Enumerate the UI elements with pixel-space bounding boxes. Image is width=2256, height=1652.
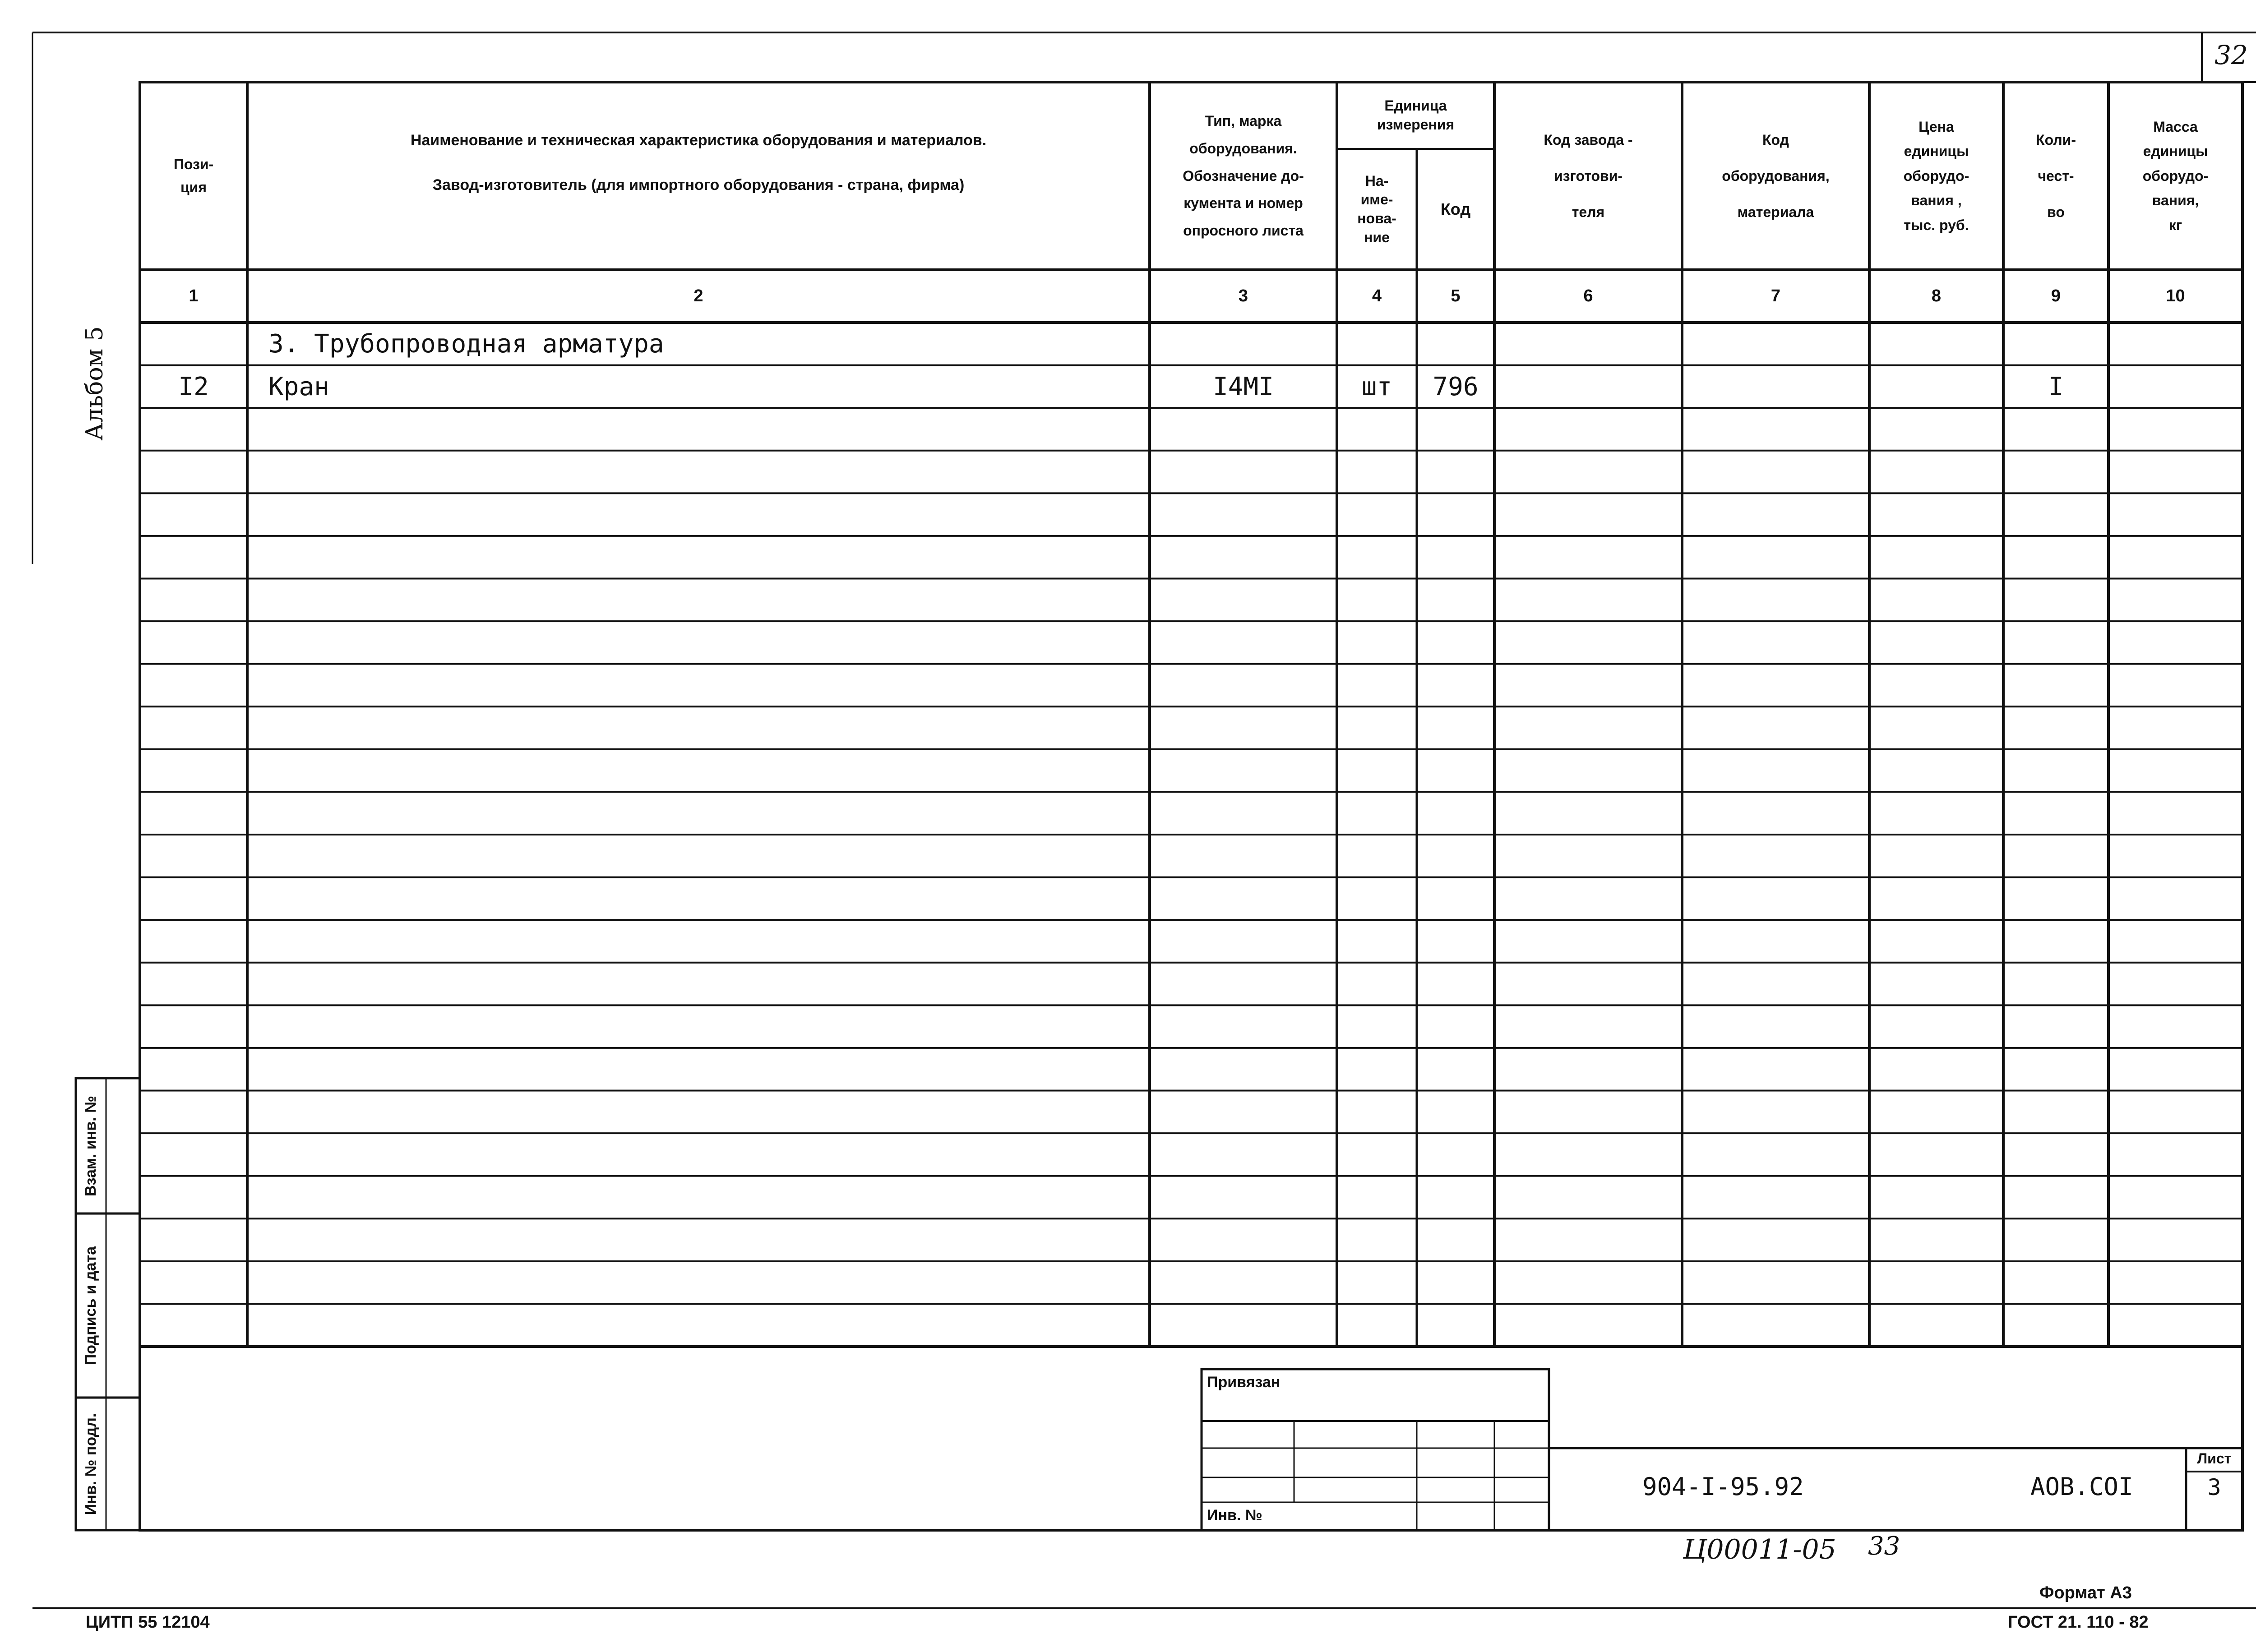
col9-header: Коли- чест- во — [2036, 132, 2076, 220]
col4-header: На- име- нова- ние — [1357, 172, 1396, 245]
row1-name: Кран — [268, 372, 329, 401]
col2-header-line1: Наименование и техническая характеристика оборудования и материалов. — [410, 132, 987, 149]
col10-header: Масса единицы оборудо- вания, кг — [2142, 119, 2209, 233]
list-number: 3 — [2207, 1474, 2221, 1500]
col3-num: 3 — [1238, 286, 1248, 305]
col10-num: 10 — [2166, 286, 2185, 305]
col1-num: 1 — [189, 286, 199, 305]
gost-label: ГОСТ 21. 110 - 82 — [2008, 1613, 2149, 1632]
col2-header — [247, 82, 1150, 270]
handwritten-code: Ц00011-05 — [1683, 1534, 1836, 1565]
col6-header: Код завода - изготови- теля — [1544, 132, 1633, 220]
col1-header: Пози- ция — [173, 156, 214, 195]
list-label: Лист — [2197, 1450, 2232, 1467]
col8-num: 8 — [1931, 286, 1942, 305]
inv-no-label: Инв. № — [1207, 1507, 1262, 1524]
col8-header: Цена единицы оборудо- вания , тыс. руб. — [1903, 119, 1969, 233]
podpis-label: Подпись и дата — [82, 1246, 99, 1365]
row1-qty: I — [2048, 372, 2064, 401]
row0-name: 3. Трубопроводная арматура — [268, 329, 664, 359]
podpis-wrap — [76, 1214, 106, 1398]
col4-num: 4 — [1372, 286, 1382, 305]
row1-pos: I2 — [178, 372, 209, 401]
album-label: Альбом 5 — [81, 326, 108, 441]
vzam-wrap — [76, 1078, 106, 1214]
col5-num: 5 — [1451, 286, 1461, 305]
inv-podl-label: Инв. № подл. — [82, 1413, 100, 1515]
row1-unit-code: 796 — [1433, 372, 1479, 401]
row1-unit-name: шт — [1361, 372, 1392, 401]
inv-podl-wrap — [76, 1398, 106, 1530]
col3-header: Тип, марка оборудования. Обозначение до- кумента и номер опросного листа — [1183, 113, 1304, 239]
col6-num: 6 — [1583, 286, 1593, 305]
col5-header: Код — [1440, 200, 1471, 219]
unit-group-header: Единица измерения — [1377, 97, 1455, 133]
doc-suffix: AOB.COI — [2030, 1472, 2133, 1501]
col7-header: Код оборудования, материала — [1722, 132, 1830, 220]
col2-header-line2: Завод-изготовитель (для импортного оборудования - страна, фирма) — [432, 176, 965, 194]
col2-num: 2 — [693, 286, 703, 305]
col9-num: 9 — [2051, 286, 2061, 305]
doc-code: 904-I-95.92 — [1642, 1472, 1804, 1501]
format-label: Формат А3 — [2039, 1583, 2132, 1602]
citp-label: ЦИТП 55 12104 — [86, 1613, 210, 1632]
handwritten-page: 33 — [1868, 1532, 1900, 1561]
sheet-number-top: 32 — [2214, 40, 2248, 70]
col7-num: 7 — [1771, 286, 1781, 305]
row1-type: I4MI — [1213, 372, 1274, 401]
privyazan-label: Привязан — [1207, 1374, 1281, 1391]
vzam-label: Взам. инв. № — [82, 1095, 99, 1196]
